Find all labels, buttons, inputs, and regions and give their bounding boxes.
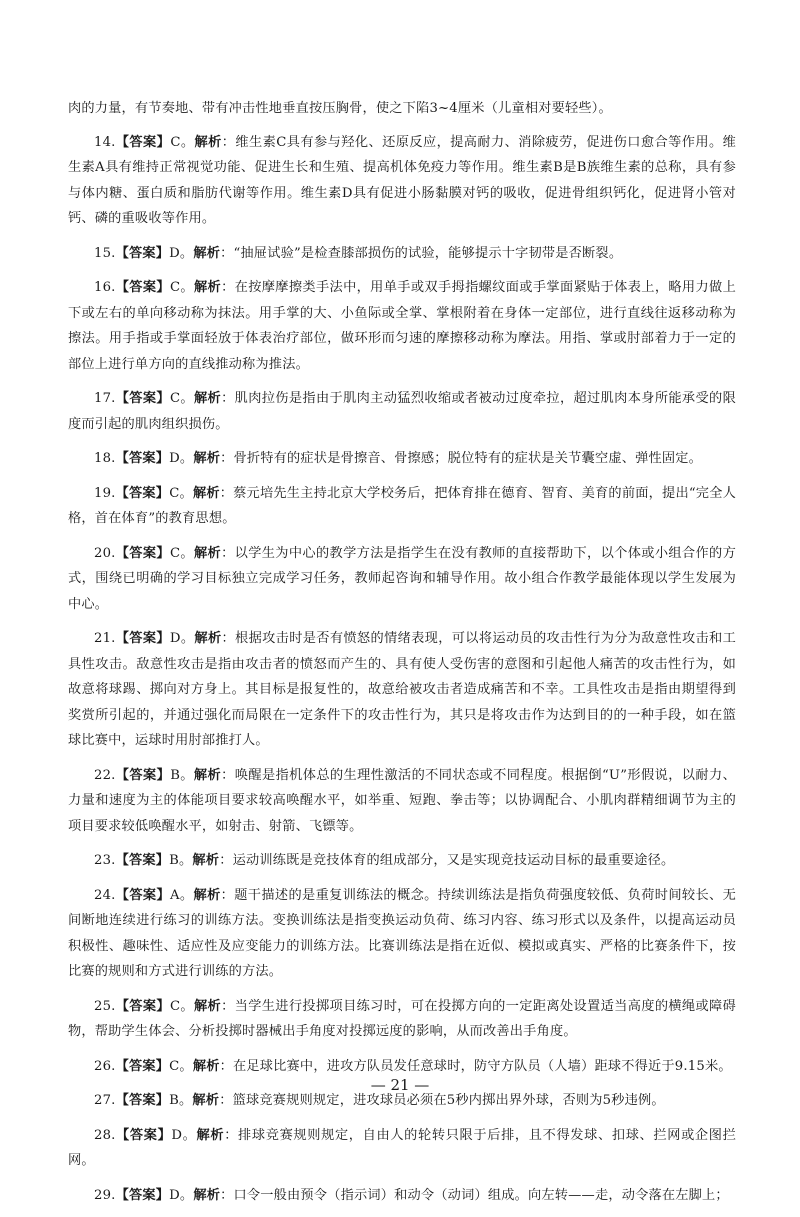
- answer-item: [68, 541, 736, 618]
- answer-choice: D。: [169, 1187, 194, 1203]
- analysis-label: 解析: [192, 1093, 220, 1108]
- question-number: 24.: [94, 887, 116, 903]
- answer-label: 【答案】: [115, 853, 170, 868]
- analysis-text: ：排球竞赛规则规定，自由人的轮转只限于后排，且不得发球、扣球、拦网或企图拦网。: [68, 1127, 736, 1168]
- answer-choice: C。: [169, 1058, 193, 1074]
- analysis-text: ：以学生为中心的教学方法是指学生在没有教师的直接帮助下，以个体或小组合作的方式，围绕已明确的学习目标独立完成学习任务，教师起咨询和辅导作用。故小组合作教学最能体现以学生发展为中心。: [68, 545, 736, 612]
- answer-label: 【答案】: [115, 1127, 172, 1143]
- question-number: 22.: [94, 767, 116, 783]
- analysis-text: ：口令一般由预令（指示词）和动令（动词）组成。向左转——走，动令落在左脚上；: [220, 1187, 729, 1203]
- question-number: 16.: [94, 280, 116, 295]
- analysis-label: 解析: [196, 1127, 225, 1143]
- answer-label: 【答案】: [115, 998, 170, 1014]
- analysis-text: ：题干描述的是重复训练法的概念。持续训练法是指负荷强度较低、负荷时间较长、无间断地连续进行练习的训练方法。变换训练法是指变换运动负荷、练习内容、练习形式以及条件，以提高运动员积极性、趣味性、适应性及应变能力的训练方法。比赛训练法是指在近似、模拟或真实、严格的比赛条件下，按比赛的规则和方式进行训练的方法。: [68, 887, 736, 979]
- question-number: 17.: [94, 391, 116, 406]
- answer-label: 【答案】: [115, 134, 171, 150]
- analysis-label: 解析: [192, 485, 220, 501]
- question-number: 19.: [94, 485, 116, 501]
- answer-item: [68, 386, 736, 437]
- question-number: 18.: [94, 451, 116, 466]
- answer-list: [68, 130, 736, 1209]
- question-number: 15.: [94, 245, 116, 261]
- analysis-label: 解析: [193, 887, 221, 903]
- answer-item: [68, 481, 736, 532]
- answer-item: [68, 130, 736, 232]
- answer-item: [68, 883, 736, 985]
- analysis-label: 解析: [193, 451, 221, 466]
- question-number: 14.: [94, 134, 116, 150]
- answer-choice: D。: [169, 631, 195, 646]
- answer-choice: B。: [170, 767, 194, 783]
- analysis-label: 解析: [193, 280, 222, 295]
- analysis-label: 解析: [192, 1058, 220, 1074]
- answer-label: 【答案】: [115, 485, 170, 501]
- question-number: 27.: [94, 1093, 116, 1108]
- answer-label: 【答案】: [115, 1093, 170, 1108]
- question-number: 23.: [94, 853, 116, 868]
- answer-label: 【答案】: [115, 767, 171, 783]
- analysis-label: 解析: [193, 545, 222, 561]
- answer-choice: B。: [169, 1093, 193, 1108]
- answer-choice: D。: [169, 245, 194, 261]
- answer-label: 【答案】: [115, 1187, 170, 1203]
- answer-choice: C。: [170, 134, 195, 150]
- answer-item: [68, 275, 736, 377]
- page-number: — 21 —: [370, 1076, 430, 1094]
- analysis-label: 解析: [194, 134, 222, 150]
- answer-item: [68, 994, 736, 1045]
- answer-item: [68, 626, 736, 754]
- answer-label: 【答案】: [115, 245, 170, 261]
- analysis-label: 解析: [193, 1187, 221, 1203]
- question-number: 20.: [94, 545, 116, 561]
- answer-choice: C。: [169, 280, 194, 295]
- analysis-text: ：在按摩摩擦类手法中，用单手或双手拇指螺纹面或手掌面紧贴于体表上，略用力做上下或左右的单向移动称为抹法。用手掌的大、小鱼际或全掌、掌根附着在身体一定部位，进行直线往返移动称为擦法。用手指或手掌面轻放于体表治疗部位，做环形而匀速的摩擦移动称为摩法。用指、掌或肘部着力于一定的部位上进行单方向的直线推动称为推法。: [68, 280, 736, 372]
- answer-label: 【答案】: [115, 1058, 170, 1074]
- answer-item: [68, 241, 736, 267]
- analysis-label: 解析: [192, 853, 220, 868]
- answer-item: [68, 848, 736, 874]
- analysis-text: ：蔡元培先生主持北京大学校务后，把体育排在德育、智育、美育的前面，提出“完全人格，首在体育”的教育思想。: [68, 485, 736, 526]
- answer-choice: A。: [170, 887, 194, 903]
- analysis-text: ：骨折特有的症状是骨擦音、骨擦感；脱位特有的症状是关节囊空虚、弹性固定。: [220, 451, 703, 466]
- analysis-text: ：唤醒是指机体总的生理性激活的不同状态或不同程度。根据倒“U”形假说，以耐力、力量和速度为主的体能项目要求较高唤醒水平，如举重、短跑、拳击等；以协调配合、小肌肉群精细调节为主的项目要求较低唤醒水平，如射击、射箭、飞镖等。: [68, 767, 736, 834]
- question-number: 29.: [94, 1187, 116, 1203]
- analysis-text: ：肌肉拉伤是指由于肌肉主动猛烈收缩或者被动过度牵拉，超过肌肉本身所能承受的限度而引起的肌肉组织损伤。: [68, 391, 736, 432]
- question-number: 26.: [94, 1058, 116, 1074]
- answer-choice: C。: [169, 998, 194, 1014]
- answer-choice: C。: [169, 545, 194, 561]
- question-number: 21.: [94, 631, 116, 646]
- answer-label: 【答案】: [115, 887, 171, 903]
- question-number: 28.: [94, 1127, 116, 1143]
- answer-item: [68, 1123, 736, 1174]
- answer-choice: D。: [171, 1127, 197, 1143]
- analysis-label: 解析: [193, 391, 222, 406]
- question-number: 25.: [94, 998, 116, 1014]
- analysis-label: 解析: [193, 998, 222, 1014]
- answer-label: 【答案】: [115, 631, 170, 646]
- answer-label: 【答案】: [115, 280, 170, 295]
- answer-page: [68, 96, 736, 1217]
- analysis-text: ：维生素C具有参与羟化、还原反应，提高耐力、消除疲劳，促进伤口愈合等作用。维生素A具有维持正常视觉功能、促进生长和生殖、提高机体免疫力等作用。维生素B是B族维生素的总称，具有参与体内糖、蛋白质和脂肪代谢等作用。维生素D具有促进小肠黏膜对钙的吸收，促进骨组织钙化，促进肾小管对钙、磷的重吸收等作用。: [68, 134, 737, 226]
- analysis-label: 解析: [193, 245, 221, 261]
- analysis-label: 解析: [194, 631, 222, 646]
- answer-label: 【答案】: [115, 391, 170, 406]
- answer-item: [68, 1183, 736, 1209]
- answer-choice: B。: [169, 853, 193, 868]
- answer-label: 【答案】: [115, 545, 170, 561]
- continuation-text: 肉的力量，有节奏地、带有冲击性地垂直按压胸骨，使之下陷3~4厘米（儿童相对要轻些）。: [68, 101, 612, 116]
- answer-choice: C。: [169, 391, 194, 406]
- analysis-text: ：篮球竞赛规则规定，进攻球员必须在5秒内掷出界外球，否则为5秒违例。: [219, 1093, 665, 1108]
- analysis-text: ：在足球比赛中，进攻方队员发任意球时，防守方队员（人墙）距球不得近于9.15米。: [219, 1058, 732, 1074]
- answer-label: 【答案】: [115, 451, 170, 466]
- answer-choice: C。: [169, 485, 193, 501]
- analysis-text: ：“抽屉试验”是检查膝部损伤的试验，能够提示十字韧带是否断裂。: [220, 245, 623, 261]
- answer-item: [68, 763, 736, 840]
- answer-item: [68, 446, 736, 472]
- analysis-text: ：根据攻击时是否有愤怒的情绪表现，可以将运动员的攻击性行为分为敌意性攻击和工具性攻击。敌意性攻击是指由攻击者的愤怒而产生的、具有使人受伤害的意图和引起他人痛苦的攻击性行为，如故意将球踢、掷向对方身上。其目标是报复性的，故意给被攻击者造成痛苦和不幸。工具性攻击是指由期望得到奖赏所引起的，并通过强化而局限在一定条件下的攻击性行为，其只是将攻击作为达到目的的一种手段，如在篮球比赛中，运球时用肘部推打人。: [68, 631, 736, 748]
- answer-choice: D。: [169, 451, 194, 466]
- analysis-label: 解析: [193, 767, 222, 783]
- analysis-text: ：当学生进行投掷项目练习时，可在投掷方向的一定距离处设置适当高度的横绳或障碍物，帮助学生体会、分析投掷时器械出手角度对投掷远度的影响，从而改善出手角度。: [68, 998, 736, 1039]
- analysis-text: ：运动训练既是竞技体育的组成部分，又是实现竞技运动目标的最重要途径。: [219, 853, 675, 868]
